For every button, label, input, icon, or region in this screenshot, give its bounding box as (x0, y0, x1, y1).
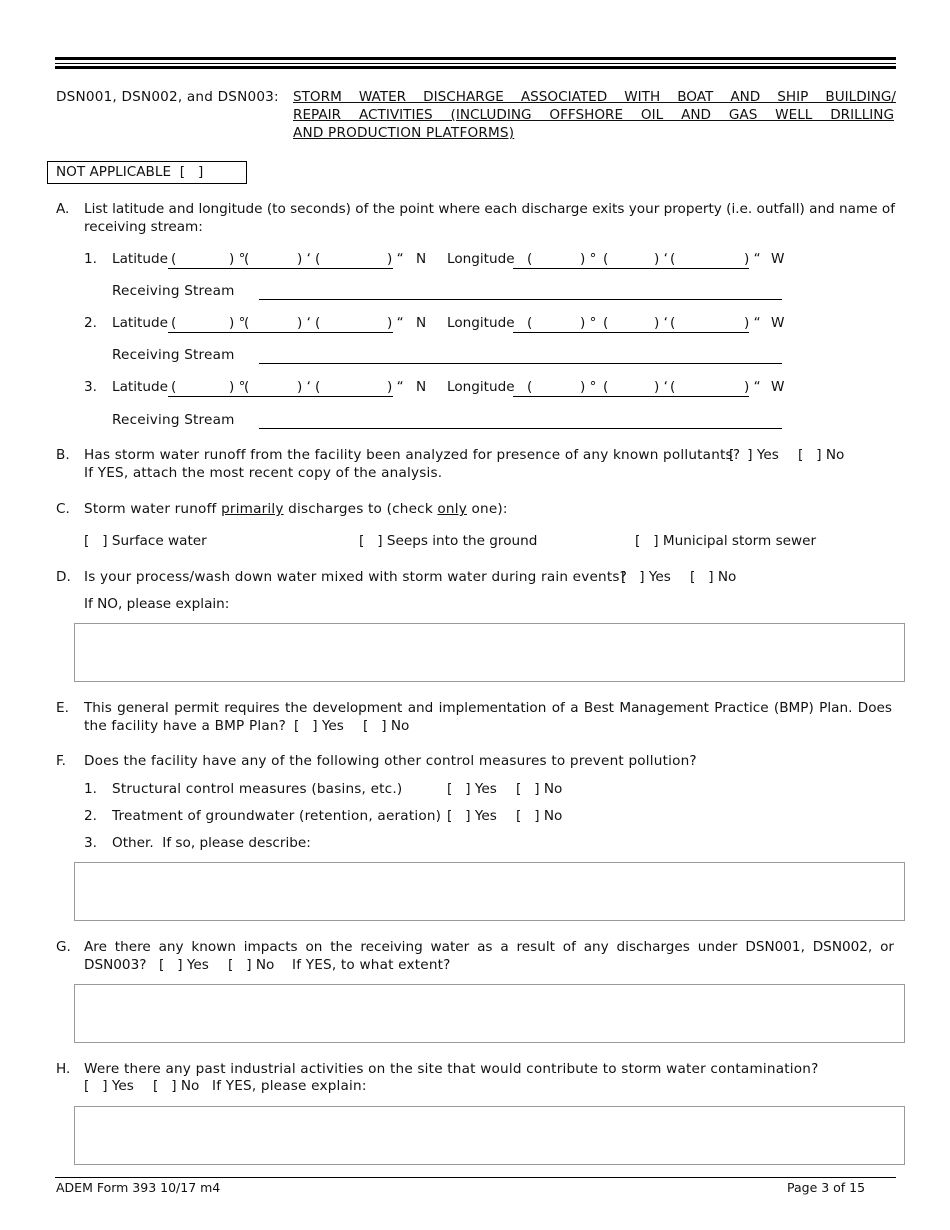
other-measures-label: Other. If so, please describe: (112, 835, 311, 851)
north-label: N (416, 379, 427, 395)
section-d-letter: D. (56, 569, 71, 585)
latitude-open-paren: ( (315, 379, 321, 395)
west-label: W (771, 315, 785, 331)
minute-mark: ) ‘ (297, 379, 311, 395)
section-h-yes-checkbox[interactable]: [ ] Yes (84, 1078, 134, 1094)
longitude-open-paren: ( (527, 379, 533, 395)
longitude-open-paren: ( (527, 315, 533, 331)
footer-page-number: Page 3 of 15 (787, 1180, 866, 1195)
latitude-field[interactable] (168, 251, 393, 269)
section-g-extent-label: If YES, to what extent? (292, 957, 451, 973)
section-c-question (84, 501, 508, 517)
minute-mark: ) ‘ (297, 251, 311, 267)
degree-mark: ) ° (229, 379, 246, 395)
longitude-open-paren: ( (603, 379, 609, 395)
receiving-stream-field[interactable] (259, 412, 782, 429)
latitude-open-paren: ( (171, 251, 177, 267)
seeps-into-ground-checkbox[interactable]: [ ] Seeps into the ground (359, 533, 538, 549)
section-e-yes-checkbox[interactable]: [ ] Yes (294, 718, 344, 734)
second-mark: ) “ (744, 251, 761, 267)
section-h-explain-textarea[interactable] (74, 1106, 905, 1165)
section-g-extent-textarea[interactable] (74, 984, 905, 1043)
structural-control-label: Structural control measures (basins, etc.) (112, 781, 403, 797)
latitude-field[interactable] (168, 315, 393, 333)
section-c-text-b: discharges to (check (283, 501, 438, 517)
section-e-no-checkbox[interactable]: [ ] No (363, 718, 410, 734)
latitude-open-paren: ( (315, 315, 321, 331)
longitude-open-paren: ( (527, 251, 533, 267)
section-d-explain-label: If NO, please explain: (84, 596, 230, 612)
degree-mark: ) ° (580, 251, 597, 267)
section-d-explain-textarea[interactable] (74, 623, 905, 682)
section-b-yes-checkbox[interactable]: [ ] Yes (729, 447, 779, 463)
longitude-label: Longitude (447, 379, 515, 395)
footer-form-id: ADEM Form 393 10/17 m4 (56, 1180, 221, 1195)
top-rule-bottom (55, 66, 896, 69)
structural-control-yes-checkbox[interactable]: [ ] Yes (447, 781, 497, 797)
top-rule-thin (55, 63, 896, 64)
section-e-line1: This general permit requires the development and implementation of a Best Management Practice (BMP) Plan. Does (84, 700, 892, 716)
row-number: 1. (84, 251, 97, 267)
receiving-stream-label: Receiving Stream (112, 412, 235, 428)
section-e-letter: E. (56, 700, 69, 716)
section-b-line2: If YES, attach the most recent copy of the analysis. (84, 465, 443, 481)
section-d-yes-checkbox[interactable]: [ ] Yes (621, 569, 671, 585)
section-c-text-c: one): (466, 501, 508, 517)
item-number: 1. (84, 781, 97, 797)
section-f-describe-textarea[interactable] (74, 862, 905, 921)
section-a-letter: A. (56, 201, 70, 217)
section-b-letter: B. (56, 447, 70, 463)
north-label: N (416, 251, 427, 267)
longitude-open-paren: ( (670, 251, 676, 267)
longitude-field[interactable] (513, 315, 749, 333)
section-d-no-checkbox[interactable]: [ ] No (690, 569, 737, 585)
latitude-label: Latitude (112, 379, 168, 395)
structural-control-no-checkbox[interactable]: [ ] No (516, 781, 563, 797)
section-b-question: Has storm water runoff from the facility been analyzed for presence of any known pollutants? (84, 447, 741, 463)
not-applicable-label: NOT APPLICABLE [ ] (56, 164, 204, 180)
minute-mark: ) ‘ (654, 251, 668, 267)
groundwater-treatment-yes-checkbox[interactable]: [ ] Yes (447, 808, 497, 824)
section-g-yes-checkbox[interactable]: [ ] Yes (159, 957, 209, 973)
latitude-field[interactable] (168, 379, 393, 397)
second-mark: ) “ (744, 379, 761, 395)
groundwater-treatment-label: Treatment of groundwater (retention, aeration) (112, 808, 442, 824)
section-c-only: only (437, 501, 467, 517)
not-applicable-box[interactable] (47, 161, 247, 184)
receiving-stream-field[interactable] (259, 347, 782, 364)
second-mark: ) “ (387, 251, 404, 267)
latitude-open-paren: ( (244, 251, 250, 267)
latitude-open-paren: ( (315, 251, 321, 267)
second-mark: ) “ (387, 379, 404, 395)
section-g-letter: G. (56, 939, 71, 955)
west-label: W (771, 379, 785, 395)
degree-mark: ) ° (580, 379, 597, 395)
section-a-line1: List latitude and longitude (to seconds) of the point where each discharge exits your property (i.e. outfall) and name of (84, 201, 895, 217)
section-c-primarily: primarily (221, 501, 284, 517)
minute-mark: ) ‘ (654, 379, 668, 395)
section-c-letter: C. (56, 501, 70, 517)
header-title-line3: AND PRODUCTION PLATFORMS) (293, 125, 515, 141)
surface-water-checkbox[interactable]: [ ] Surface water (84, 533, 207, 549)
municipal-storm-sewer-checkbox[interactable]: [ ] Municipal storm sewer (635, 533, 817, 549)
item-number: 3. (84, 835, 97, 851)
longitude-field[interactable] (513, 251, 749, 269)
degree-mark: ) ° (229, 315, 246, 331)
groundwater-treatment-no-checkbox[interactable]: [ ] No (516, 808, 563, 824)
latitude-open-paren: ( (171, 379, 177, 395)
longitude-label: Longitude (447, 315, 515, 331)
row-number: 3. (84, 379, 97, 395)
latitude-label: Latitude (112, 251, 168, 267)
item-number: 2. (84, 808, 97, 824)
section-g-no-checkbox[interactable]: [ ] No (228, 957, 275, 973)
degree-mark: ) ° (580, 315, 597, 331)
longitude-label: Longitude (447, 251, 515, 267)
longitude-open-paren: ( (670, 379, 676, 395)
footer-rule (55, 1177, 896, 1178)
section-f-letter: F. (56, 753, 66, 769)
longitude-field[interactable] (513, 379, 749, 397)
longitude-open-paren: ( (603, 251, 609, 267)
latitude-open-paren: ( (244, 315, 250, 331)
latitude-open-paren: ( (171, 315, 177, 331)
longitude-open-paren: ( (603, 315, 609, 331)
row-number: 2. (84, 315, 97, 331)
second-mark: ) “ (387, 315, 404, 331)
section-g-line1: Are there any known impacts on the receiving water as a result of any discharges under DSN001, DSN002, or (84, 939, 894, 955)
section-b-no-checkbox[interactable]: [ ] No (798, 447, 845, 463)
west-label: W (771, 251, 785, 267)
section-c-text-a: Storm water runoff (84, 501, 222, 517)
receiving-stream-label: Receiving Stream (112, 347, 235, 363)
top-rule-thick (55, 57, 896, 60)
section-h-explain-label: If YES, please explain: (212, 1078, 367, 1094)
section-h-letter: H. (56, 1061, 71, 1077)
longitude-open-paren: ( (670, 315, 676, 331)
header-title-line1: STORM WATER DISCHARGE ASSOCIATED WITH BOAT AND SHIP BUILDING/ (293, 89, 896, 105)
section-e-line2: the facility have a BMP Plan? (84, 718, 287, 734)
section-h-no-checkbox[interactable]: [ ] No (153, 1078, 200, 1094)
section-h-question: Were there any past industrial activities on the site that would contribute to storm water contamination? (84, 1061, 819, 1077)
header-title-line2: REPAIR ACTIVITIES (INCLUDING OFFSHORE OIL AND GAS WELL DRILLING (293, 107, 894, 123)
section-d-question: Is your process/wash down water mixed with storm water during rain events? (84, 569, 628, 585)
degree-mark: ) ° (229, 251, 246, 267)
receiving-stream-label: Receiving Stream (112, 283, 235, 299)
latitude-open-paren: ( (244, 379, 250, 395)
receiving-stream-field[interactable] (259, 283, 782, 300)
second-mark: ) “ (744, 315, 761, 331)
section-a-line2: receiving stream: (84, 219, 203, 235)
minute-mark: ) ‘ (297, 315, 311, 331)
section-f-question: Does the facility have any of the following other control measures to prevent pollution? (84, 753, 697, 769)
minute-mark: ) ‘ (654, 315, 668, 331)
section-g-dsn003: DSN003? (84, 957, 147, 973)
north-label: N (416, 315, 427, 331)
latitude-label: Latitude (112, 315, 168, 331)
header-prefix: DSN001, DSN002, and DSN003: (56, 89, 279, 105)
